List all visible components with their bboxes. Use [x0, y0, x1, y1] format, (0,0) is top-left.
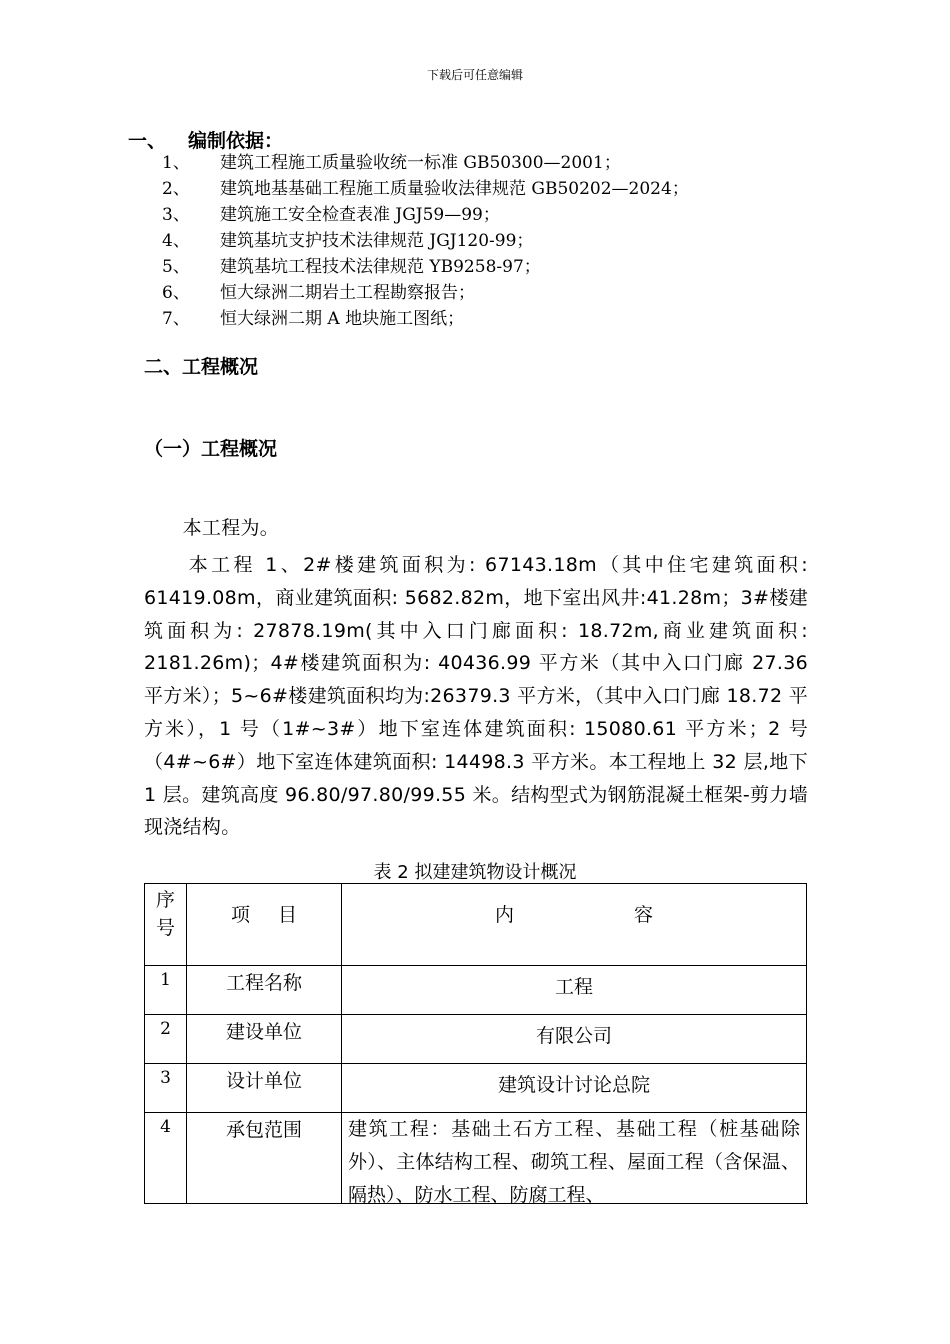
- reference-number: 7、: [162, 309, 190, 329]
- row-content: 建筑设计讨论总院: [342, 1064, 807, 1113]
- row-seq: 4: [145, 1113, 187, 1204]
- reference-item: [162, 228, 689, 254]
- reference-item: [162, 254, 689, 280]
- reference-number: 6、: [162, 283, 190, 303]
- paragraph-overview: 本工程 1、2#楼建筑面积为: 67143.18m（其中住宅建筑面积: 61419.08m，商业建筑面积: 5682.82m，地下室出风井:41.28m；3#楼建筑面积为: 27878.19m(其中入口门廊面积: 18.72m,商业建筑面积: 2181.26m)；4#楼建筑面积为: 40436.99 平方米（其中入口门廊 27.36 平方米）；5~6#楼建筑面积均为:26379.3 平方米，（其中入口门廊 18.72 平方米），1 号（1#~3#）地下室连体建筑面积: 15080.61 平方米；2 号（4#~6#）地下室连体建筑面积: 14498.3 平方米。本工程地上 32 层,地下 1 层。建筑高度 96.80/97.80/99.55 米。结构型式为钢筋混凝土框架-剪力墙现浇结构。: [144, 554, 808, 839]
- reference-text: 恒大绿洲二期岩土工程勘察报告；: [220, 283, 475, 303]
- reference-text: 建筑地基基础工程施工质量验收法律规范 GB50202—2024；: [220, 179, 689, 199]
- row-content: 工程: [342, 966, 807, 1015]
- reference-text: 恒大绿洲二期 A 地块施工图纸；: [220, 309, 465, 329]
- reference-item: [162, 150, 689, 176]
- subsection1-heading: （一）工程概况: [144, 438, 278, 460]
- header-seq-label: 序号: [155, 889, 175, 939]
- row-content-cell: [342, 1113, 807, 1204]
- reference-number: 3、: [162, 205, 190, 225]
- header-content: [342, 884, 807, 966]
- row-item: 承包范围: [187, 1113, 342, 1204]
- section2-heading: 二、工程概况: [144, 356, 259, 378]
- table-row: [145, 1113, 807, 1204]
- table-row: [145, 1015, 807, 1064]
- table-caption: 表 2 拟建建筑物设计概况: [373, 862, 577, 883]
- reference-number: 1、: [162, 153, 190, 173]
- design-overview-table: [144, 883, 807, 1204]
- row-item: 设计单位: [187, 1064, 342, 1113]
- reference-number: 4、: [162, 231, 190, 251]
- reference-item: [162, 176, 689, 202]
- page-header-note: 下载后可任意编辑: [426, 68, 523, 82]
- reference-text: 建筑基坑工程技术法律规范 YB9258-97；: [220, 257, 541, 277]
- row-content: 建筑工程：基础土石方工程、基础工程（桩基础除外）、主体结构工程、砌筑工程、屋面工程（含保温、隔热）、防水工程、防腐工程、: [348, 1118, 800, 1203]
- reference-item: [162, 280, 689, 306]
- row-item: 工程名称: [187, 966, 342, 1015]
- reference-text: 建筑基坑支护技术法律规范 JGJ120-99；: [220, 231, 534, 251]
- row-seq: 2: [145, 1015, 187, 1064]
- row-content: 有限公司: [342, 1015, 807, 1064]
- table-viewport: [140, 883, 812, 1205]
- table-row: [145, 966, 807, 1015]
- table-header-row: [145, 884, 807, 966]
- header-item: 项目: [187, 884, 342, 966]
- reference-item: [162, 202, 689, 228]
- reference-number: 5、: [162, 257, 190, 277]
- section1-number: 一、: [128, 130, 167, 152]
- row-seq: 3: [145, 1064, 187, 1113]
- header-seq: [145, 884, 187, 966]
- header-content-b: 容: [634, 904, 654, 926]
- reference-number: 2、: [162, 179, 190, 199]
- reference-text: 建筑工程施工质量验收统一标准 GB50300—2001；: [220, 153, 621, 173]
- table-bottom-border: [144, 1203, 808, 1204]
- reference-item: [162, 306, 689, 332]
- row-seq: 1: [145, 966, 187, 1015]
- header-content-a: 内: [494, 904, 514, 926]
- reference-text: 建筑施工安全检查表准 JGJ59—99；: [220, 205, 500, 225]
- table-row: [145, 1064, 807, 1113]
- reference-list: [162, 150, 689, 332]
- section1-title: 编制依据：: [188, 130, 284, 152]
- paragraph-intro: 本工程为。: [144, 517, 280, 539]
- row-item: 建设单位: [187, 1015, 342, 1064]
